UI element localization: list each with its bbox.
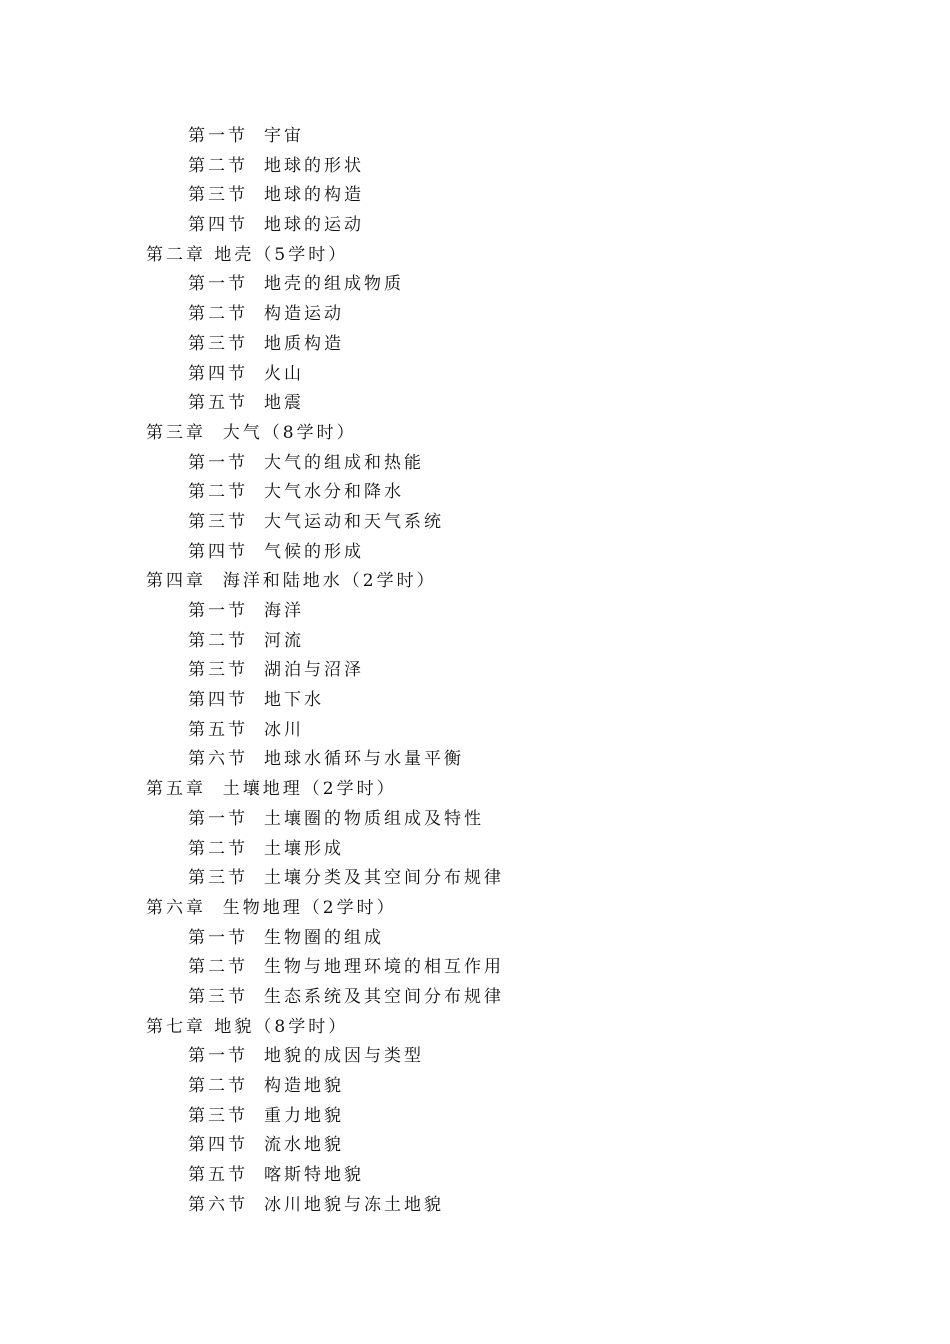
section-title: 大气水分和降水 bbox=[264, 482, 404, 503]
section-number: 第六节 bbox=[188, 1194, 248, 1215]
section-item bbox=[0, 656, 950, 686]
section-title: 火山 bbox=[264, 363, 304, 384]
section-item bbox=[0, 835, 950, 865]
chapter-title: 海洋和陆地水（2学时） bbox=[206, 571, 437, 592]
section-item bbox=[0, 716, 950, 746]
section-number: 第三节 bbox=[188, 185, 248, 206]
section-number: 第二节 bbox=[188, 630, 248, 651]
section-title: 生态系统及其空间分布规律 bbox=[264, 986, 504, 1007]
section-item bbox=[0, 360, 950, 390]
section-item bbox=[0, 1131, 950, 1161]
section-number: 第四节 bbox=[188, 541, 248, 562]
section-item bbox=[0, 745, 950, 775]
chapter-number: 第三章 bbox=[146, 422, 206, 443]
section-title: 喀斯特地貌 bbox=[264, 1165, 364, 1186]
section-item bbox=[0, 627, 950, 657]
section-title: 地貌的成因与类型 bbox=[264, 1046, 424, 1067]
section-number: 第五节 bbox=[188, 1165, 248, 1186]
section-number: 第一节 bbox=[188, 274, 248, 295]
section-item bbox=[0, 152, 950, 182]
chapter-title: 大气（8学时） bbox=[206, 422, 357, 443]
section-number: 第四节 bbox=[188, 690, 248, 711]
section-item bbox=[0, 449, 950, 479]
section-number: 第一节 bbox=[188, 808, 248, 829]
section-number: 第二节 bbox=[188, 957, 248, 978]
section-title: 地下水 bbox=[264, 690, 324, 711]
chapter-title: 地貌（8学时） bbox=[206, 1016, 349, 1037]
section-number: 第三节 bbox=[188, 333, 248, 354]
section-number: 第一节 bbox=[188, 126, 248, 146]
section-number: 第二节 bbox=[188, 1076, 248, 1096]
section-item bbox=[0, 1102, 950, 1132]
section-title: 构造地貌 bbox=[264, 1076, 344, 1096]
chapter-number: 第四章 bbox=[146, 571, 206, 592]
chapter-number: 第五章 bbox=[146, 779, 206, 800]
section-number: 第二节 bbox=[188, 838, 248, 859]
chapter-heading bbox=[0, 894, 950, 924]
section-item bbox=[0, 300, 950, 330]
section-title: 生物圈的组成 bbox=[264, 927, 384, 948]
section-number: 第二节 bbox=[188, 304, 248, 325]
section-item bbox=[0, 508, 950, 538]
section-number: 第四节 bbox=[188, 1135, 248, 1156]
chapter-number: 第七章 bbox=[146, 1016, 206, 1037]
section-item bbox=[0, 597, 950, 627]
section-item bbox=[0, 864, 950, 894]
section-title: 地球的形状 bbox=[264, 155, 364, 176]
section-item bbox=[0, 1191, 950, 1221]
section-title: 构造运动 bbox=[264, 304, 344, 325]
section-title: 地质构造 bbox=[264, 333, 344, 354]
section-number: 第三节 bbox=[188, 511, 248, 532]
section-item bbox=[0, 478, 950, 508]
section-title: 生物与地理环境的相互作用 bbox=[264, 957, 504, 978]
section-item bbox=[0, 330, 950, 360]
section-item bbox=[0, 1072, 950, 1102]
section-title: 土壤形成 bbox=[264, 838, 344, 859]
chapter-heading bbox=[0, 567, 950, 597]
chapter-heading bbox=[0, 419, 950, 449]
section-title: 河流 bbox=[264, 630, 304, 651]
section-title: 宇宙 bbox=[264, 126, 304, 146]
chapter-number: 第六章 bbox=[146, 897, 206, 918]
section-title: 地球的构造 bbox=[264, 185, 364, 206]
section-title: 土壤圈的物质组成及特性 bbox=[264, 808, 484, 829]
section-title: 重力地貌 bbox=[264, 1105, 344, 1126]
chapter-title: 生物地理（2学时） bbox=[206, 897, 397, 918]
section-item bbox=[0, 270, 950, 300]
section-number: 第四节 bbox=[188, 215, 248, 236]
section-number: 第一节 bbox=[188, 1046, 248, 1067]
chapter-title: 土壤地理（2学时） bbox=[206, 779, 397, 800]
section-item bbox=[0, 953, 950, 983]
section-item bbox=[0, 686, 950, 716]
section-item bbox=[0, 122, 950, 152]
section-number: 第一节 bbox=[188, 927, 248, 948]
section-item bbox=[0, 983, 950, 1013]
section-title: 地球水循环与水量平衡 bbox=[264, 749, 464, 770]
section-number: 第三节 bbox=[188, 660, 248, 681]
chapter-title: 地壳（5学时） bbox=[206, 244, 349, 265]
section-number: 第四节 bbox=[188, 363, 248, 384]
section-title: 地球的运动 bbox=[264, 215, 364, 236]
section-title: 土壤分类及其空间分布规律 bbox=[264, 868, 504, 889]
section-title: 海洋 bbox=[264, 601, 304, 621]
section-number: 第二节 bbox=[188, 155, 248, 176]
section-title: 气候的形成 bbox=[264, 541, 364, 562]
course-outline bbox=[0, 122, 950, 1220]
chapter-heading bbox=[0, 1013, 950, 1043]
section-title: 大气运动和天气系统 bbox=[264, 511, 444, 532]
section-title: 地震 bbox=[264, 393, 304, 414]
section-title: 冰川 bbox=[264, 719, 304, 740]
section-item bbox=[0, 805, 950, 835]
section-item bbox=[0, 924, 950, 954]
section-number: 第一节 bbox=[188, 601, 248, 621]
section-item bbox=[0, 538, 950, 568]
section-number: 第二节 bbox=[188, 482, 248, 503]
section-number: 第五节 bbox=[188, 393, 248, 414]
chapter-heading bbox=[0, 775, 950, 805]
section-number: 第六节 bbox=[188, 749, 248, 770]
section-item bbox=[0, 211, 950, 241]
section-title: 流水地貌 bbox=[264, 1135, 344, 1156]
section-number: 第三节 bbox=[188, 868, 248, 889]
section-title: 冰川地貌与冻土地貌 bbox=[264, 1194, 444, 1215]
section-number: 第三节 bbox=[188, 986, 248, 1007]
section-number: 第五节 bbox=[188, 719, 248, 740]
section-item bbox=[0, 181, 950, 211]
section-title: 大气的组成和热能 bbox=[264, 452, 424, 473]
section-title: 湖泊与沼泽 bbox=[264, 660, 364, 681]
section-number: 第一节 bbox=[188, 452, 248, 473]
section-number: 第三节 bbox=[188, 1105, 248, 1126]
section-item bbox=[0, 1161, 950, 1191]
section-item bbox=[0, 389, 950, 419]
chapter-heading bbox=[0, 241, 950, 271]
section-title: 地壳的组成物质 bbox=[264, 274, 404, 295]
chapter-number: 第二章 bbox=[146, 244, 206, 265]
section-item bbox=[0, 1042, 950, 1072]
